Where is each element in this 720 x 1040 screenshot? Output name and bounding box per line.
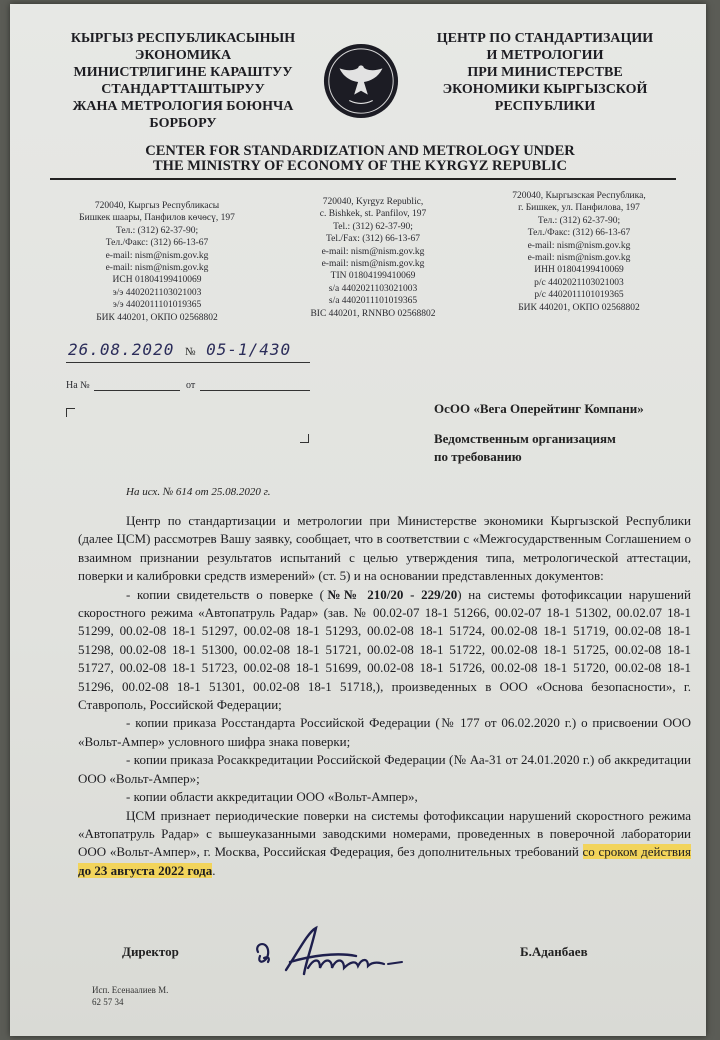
header-russian-line: ЭКОНОМИКИ КЫРГЫЗСКОЙ [442,82,648,97]
address-russian [484,190,674,314]
address-line: Тел./Факс: (312) 66-13-67 [527,228,631,239]
header-russian-line: ЦЕНТР ПО СТАНДАРТИЗАЦИИ [436,31,654,46]
header-kyrgyz-line: МИНИСТРЛИГИНЕ КАРАШТУУ [73,65,293,80]
address-line: e-mail: nism@nism.gov.kg [321,246,425,257]
validity-highlight: со сроком действия [582,844,691,860]
address-english [288,196,458,320]
address-line: e-mail: nism@nism.gov.kg [321,259,425,270]
address-line: БИК 440201, ОКПО 02568802 [96,312,218,323]
address-line: c. Bishkek, st. Panfilov, 197 [319,209,427,220]
header-kyrgyz-line: СТАНДАРТТАШТЫРУУ [101,82,265,97]
handwritten-signature-icon [246,922,416,992]
address-line: s/a 4402011101019365 [328,296,418,307]
address-corner-mark [66,408,75,417]
header-english-line: THE MINISTRY OF ECONOMY OF THE KYRGYZ REPUBLIC [153,158,567,174]
body-text: ) на системы фотофиксации нарушений скоростного режима «Автопатруль Радар» (зав. № 00.02-07 18-1 51266, 00.02-07 18-1 51302, 00.02.07 18-1 51299, 00.02-08 18-1 51297, 00.02-08 18-1 51293, 00.02-08 18-1 51724, 00.02-08 18-1 51719, 00.02-08 18-1 51298, 00.02-08 18-1 51300, 00.02-08 18-1 51721, 00.02-08 18-1 51722, 00.02-08 18-1 51725, 00.02-08 18-1 51727, 00.02-08 18-1 51723, 00.02-08 18-1 51699, 00.02-08 18-1 51726, 00.02-08 18-1 51720, 00.02-08 18-1 51296, 00.02-08 18-1 51301, 00.02-08 18-1 51718,), произведенных в ООО «Основа безопасности», г. Ставрополь, Российской Федерации; [78,586,691,713]
address-line: Тел.: (312) 62-37-90; [537,215,621,226]
executor-name: Исп. Есенаалиев М. [92,985,169,995]
body-paragraph: Центр по стандартизации и метрологии при Министерстве экономики Кыргызской Республики (далее ЦСМ) рассмотрев Вашу заявку, сообщает, что в соответствии с «Межгосударственным Соглашением о взаимном признании результатов испытаний с целью утверждения типа, метрологической аттестации, поверки и калибровки средств измерений» (ст. 5) и на основании представленных документов: [78,513,691,584]
header-divider [50,178,676,180]
address-line: э/э 4402021103021003 [112,287,202,298]
body-paragraph: - копии приказа Росаккредитации Российской Федерации (№ Аа-31 от 24.01.2020 г.) об аккредитации ООО «Вольт-Ампер»; [78,752,691,786]
header-russian-line: ПРИ МИНИСТЕРСТВЕ [467,65,623,80]
address-line: Tel.: (312) 62-37-90; [333,221,413,232]
executor-info [92,984,168,1008]
letter-body [78,512,691,880]
header-english-line: CENTER FOR STANDARDIZATION AND METROLOGY UNDER [145,143,575,159]
address-line: Бишкек шаары, Панфилов көчөсү, 197 [79,213,235,224]
address-line: ИНН 01804199410069 [534,265,624,276]
body-paragraph: - копии области аккредитации ООО «Вольт-Ампер», [126,789,418,805]
address-line: р/с 4402011101019365 [534,290,624,301]
incoming-date-label: от [186,380,196,391]
incoming-no-underline [94,390,180,391]
address-line: 720040, Кыргыз Республикасы [94,201,220,211]
body-paragraph [78,807,691,881]
header-kyrgyz-line: ЭКОНОМИКА [134,48,232,63]
header-russian [425,30,665,115]
header-kyrgyz-line: КЫРГЫЗ РЕСПУБЛИКАСЫНЫН [70,31,296,46]
address-line: р/с 4402021103021003 [534,277,624,288]
address-line: TIN 01804199410069 [330,271,416,282]
outgoing-reference [68,340,291,359]
signatory-name: Б.Аданбаев [520,944,588,959]
address-line: ИСН 01804199410069 [112,275,202,286]
header-english [140,144,580,174]
eagle-emblem-icon [322,42,400,120]
body-paragraph [78,586,691,715]
outgoing-no-label: № [184,346,196,358]
incoming-date-underline [200,390,310,391]
header-russian-line: РЕСПУБЛИКИ [494,99,596,114]
recipient-company: ОсОО «Вега Оперейтинг Компани» [434,401,644,416]
certificate-numbers: №№ 210/20 - 229/20 [324,586,458,602]
signatory-role: Директор [122,944,179,959]
letter-sheet [10,4,706,1036]
address-line: Тел.: (312) 62-37-90; [115,225,199,236]
address-line: г. Бишкек, ул. Панфилова, 197 [518,203,640,214]
address-line: 720040, Кыргызская Республика, [512,191,646,201]
address-line: БИК 440201, ОКПО 02568802 [518,302,640,313]
body-paragraph: - копии приказа Росстандарта Российской Федерации (№ 177 от 06.02.2020 г.) о присвоении ООО «Вольт-Ампер» условного шифра знака поверки; [78,715,691,749]
address-line: BIC 440201, RNNBO 02568802 [310,308,436,319]
reference-underline [66,362,310,363]
body-text: - копии свидетельств о поверке ( [126,586,325,602]
header-kyrgyz-line: БОРБОРУ [149,116,217,131]
outgoing-number: 05-1/430 [206,340,292,359]
address-line: e-mail: nism@nism.gov.kg [105,250,209,261]
header-kyrgyz-line: ЖАНА МЕТРОЛОГИЯ БОЮНЧА [72,99,294,114]
address-kyrgyz [62,200,252,324]
validity-date-highlight: до 23 августа 2022 года [78,862,213,878]
incoming-reference: На исх. № 614 от 25.08.2020 г. [126,486,271,498]
address-line: s/a 4402021103021003 [328,283,418,294]
incoming-no-label: На № [66,380,90,391]
body-text: ЦСМ признает периодические поверки на системы фотофиксации нарушений скоростного режима «Автопатруль Радар» с вышеуказанными заводскими номерами, проведенных в поверочной лаборатории ООО «Вольт-Ампер», г. Москва, Российская Федерация, без дополнительных требований [78,807,691,860]
address-line: e-mail: nism@nism.gov.kg [527,253,631,264]
address-line: Tel./Fax: (312) 66-13-67 [325,234,421,245]
header-russian-line: И МЕТРОЛОГИИ [486,48,604,63]
header-kyrgyz [38,30,328,132]
address-line: Тел./Факс: (312) 66-13-67 [105,238,209,249]
body-text: . [212,862,216,878]
recipient-line: Ведомственным организациям [434,431,616,446]
outgoing-date: 26.08.2020 [68,340,175,359]
address-line: э/э 4402011101019365 [112,300,202,311]
address-line: 720040, Kyrgyz Republic, [322,197,424,207]
address-line: e-mail: nism@nism.gov.kg [105,263,209,274]
address-line: e-mail: nism@nism.gov.kg [527,240,631,251]
recipient-line: по требованию [434,449,522,464]
executor-phone: 62 57 34 [92,997,124,1007]
address-corner-mark [300,434,309,443]
